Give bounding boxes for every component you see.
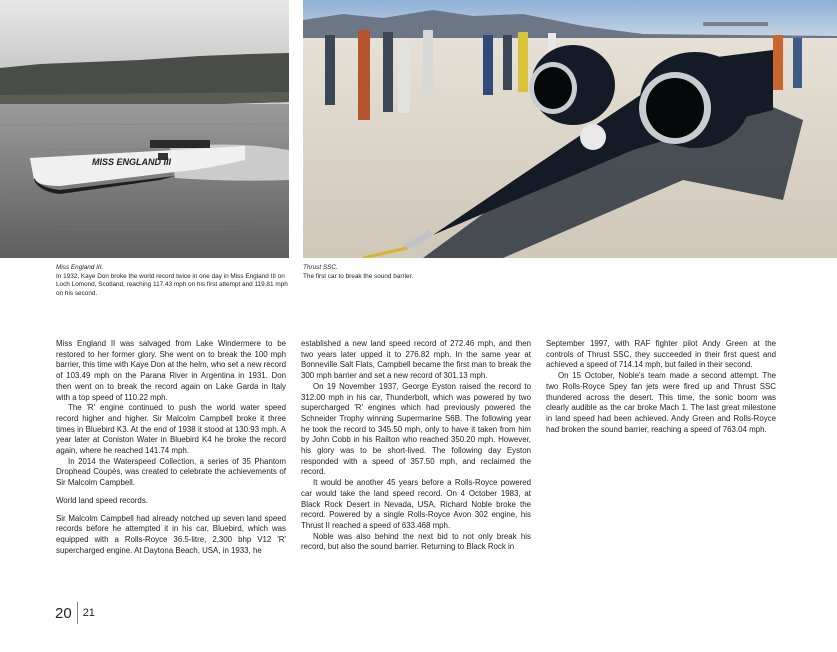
caption-title: Miss England III. [56,264,104,271]
paragraph: In 2014 the Waterspeed Collection, a series of 35 Phantom Drophead Coupés, was created to celebrate the achievements of Sir Malcolm Campbell. [56,456,286,488]
paragraph: September 1997, with RAF fighter pilot Andy Green at the controls of Thrust SSC, they succeeded in their first quest and achieved a speed of 714.14 mph, but failed in their second. [546,339,776,370]
caption-thrust-ssc [303,264,503,281]
page-numbers [55,602,95,624]
text-column-1 [56,339,286,556]
caption-title: Thrust SSC. [303,264,338,271]
paragraph: Noble was also behind the next bid to not only break his record, but also the sound barrier. Returning to Black Rock in [301,531,531,552]
text-column-2 [301,339,531,553]
paragraph: The 'R' engine continued to push the world water speed record higher and higher. Sir Malcolm Campbell broke it three times in Bluebird K3. At the end of 1938 it stood at 130.93 mph. A year later at Coniston Water in Bluebird K4 he broke the record again, where he reached 141.74 mph. [56,403,286,456]
text-column-3 [546,339,776,435]
photo-thrust-ssc [303,0,837,258]
car-photo-illustration [303,0,837,258]
boat-photo-illustration [0,0,289,258]
caption-body: The first car to break the sound barrier. [303,272,414,280]
page-number-left: 20 [55,604,72,622]
paragraph: Sir Malcolm Campbell had already notched up seven land speed records before he attempted it in his car, Bluebird, which was equipped with a Rolls-Royce 36.5-litre, 2,300 bhp V12 'R' supercharged engine. At Daytona Beach, USA, in 1933, he [56,513,286,555]
page-number-right: 21 [82,607,95,619]
section-heading: World land speed records. [56,495,148,505]
boat-name-text: MISS ENGLAND III [92,157,172,167]
paragraph: On 19 November 1937, George Eyston raised the record to 312.00 mph in his car, Thunderbolt, which was powered by two supercharged 'R' engines which had previously powered the Schneider Trophy winning Supermarine S6B. The following year he took the record to 345.50 mph, only to have it taken from him by John Cobb in his Railton who reached 350.20 mph. However, his glory was to be short-lived. The following day Eyston responded with a speed of 357.50 mph, and reclaimed the record. [301,381,531,477]
photo-miss-england-iii [0,0,289,258]
caption-body: In 1932, Kaye Don broke the world record twice in one day in Miss England III on Loch Lomond, Scotland, reaching 117.43 mph on his first attempt and 119.81 mph on his second. [56,272,288,297]
paragraph: Miss England II was salvaged from Lake Windermere to be restored to her former glory. She went on to break the 100 mph barrier, this time with Kaye Don at the helm, who set a new record of 103.49 mph on the Parana River in Argentina in 1931. Don then went on to break the record again on Lake Garda in Italy with a top speed of 110.22 mph. [56,339,286,402]
paragraph: It would be another 45 years before a Rolls-Royce powered car would take the land speed record. On 4 October 1983, at Black Rock Desert in Nevada, USA, Richard Noble broke the record. Powered by a single Rolls-Royce Avon 302 engine, his Thrust II reached a speed of 633.468 mph. [301,478,531,530]
paragraph: established a new land speed record of 272.46 mph, and then two years later upped it to 276.82 mph. In the same year at Bonneville Salt Flats, Campbell became the first man to break the 300 mph barrier and set a new record of 301.13 mph. [301,339,531,381]
caption-miss-england [56,264,288,298]
paragraph: On 15 October, Noble's team made a second attempt. The two Rolls-Royce Spey fan jets were fired up and Thrust SSC thundered across the desert. This time, the sonic boom was clearly audible as the car broke Mach 1. The last great milestone in land speed had been achieved. Andy Green and Rolls-Royce had broken the sound barrier, reaching a speed of 763.04 mph. [546,371,776,434]
